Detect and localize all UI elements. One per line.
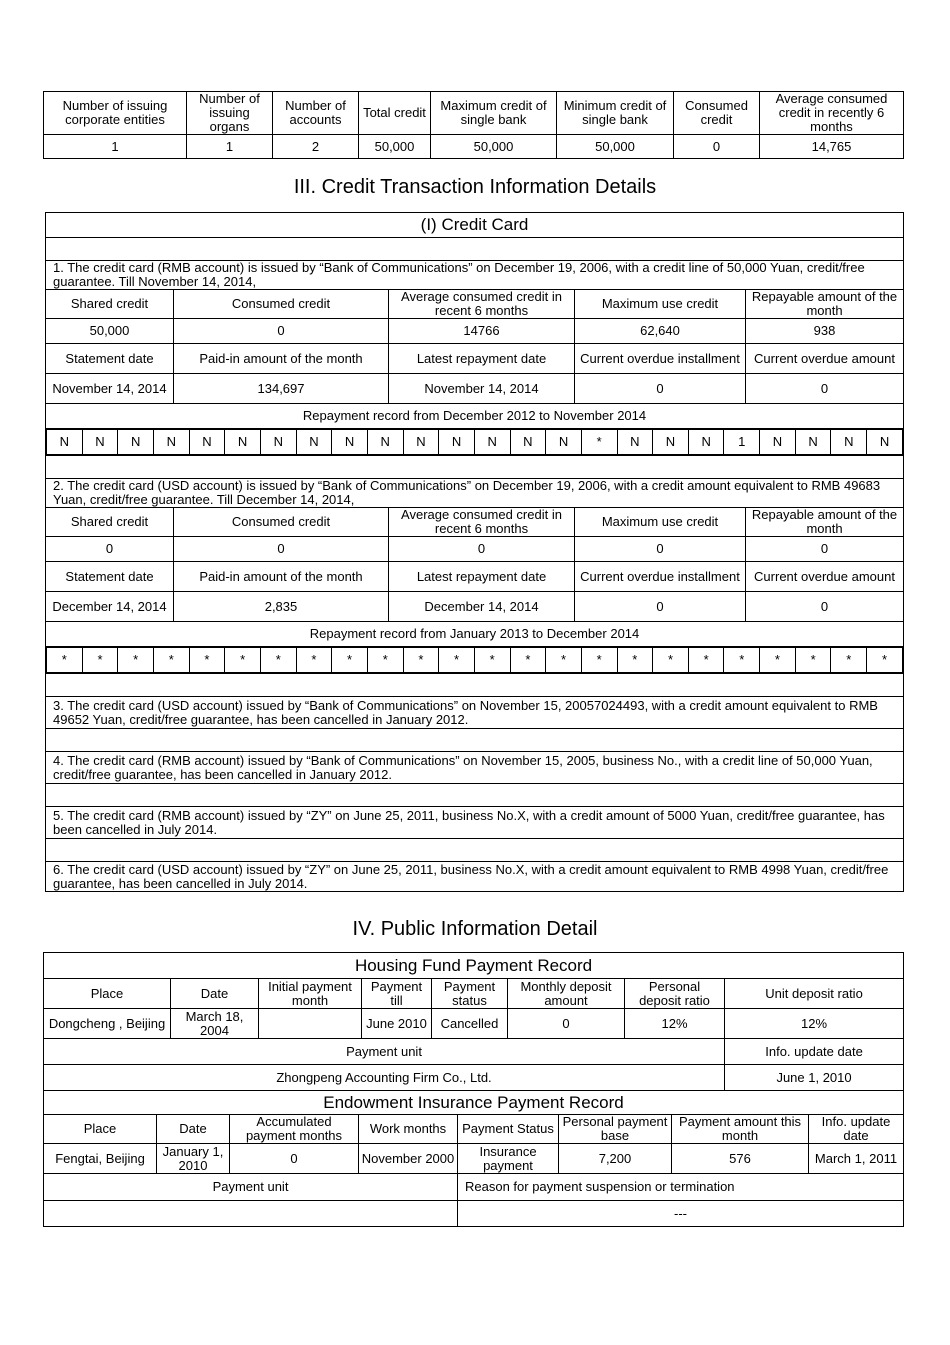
card-2-value: 0 [575,592,746,622]
housing-header: Payment till [362,979,432,1009]
card-header: Current overdue amount [746,562,904,592]
housing-update-value: June 1, 2010 [725,1065,904,1091]
endowment-value: Insurance payment [458,1144,559,1174]
card-1-repayment-cell: N [296,430,332,455]
housing-value: June 2010 [362,1009,432,1039]
card-1-repayment-cell: N [867,430,903,455]
credit-card-table [45,212,904,892]
card-2-repayment-cell: * [617,648,653,673]
card-header: Repayable amount of the month [746,508,904,537]
card-header: Consumed credit [174,508,389,537]
card-1-repayment-cell: * [581,430,617,455]
card-1-repayment-cell: N [510,430,546,455]
spacer-row [46,729,904,752]
endowment-header: Payment Status [458,1115,559,1144]
summary-value: 0 [674,135,760,159]
endowment-value: January 1, 2010 [157,1144,230,1174]
endowment-header: Personal payment base [559,1115,672,1144]
card-2-repayment-cell: * [724,648,760,673]
card-1-value: 938 [746,319,904,344]
card-2-description: 2. The credit card (USD account) is issued by “Bank of Communications” on December 19, 2006, with a credit amount equivalent to RMB 49683 Yuan, credit/free guarantee. Till December 14, 2014, [46,479,904,508]
housing-value: 12% [625,1009,725,1039]
card-1-repayment-cell: N [653,430,689,455]
section-4-title: IV. Public Information Detail [352,918,598,940]
spacer-row [46,784,904,807]
card-header: Maximum use credit [575,508,746,537]
endowment-header: Payment amount this month [672,1115,809,1144]
card-header: Consumed credit [174,290,389,319]
spacer-row [46,839,904,862]
card-header: Statement date [46,562,174,592]
summary-header: Number of issuing corporate entities [44,92,187,135]
card-2-repayment-cell: * [546,648,582,673]
card-header: Repayable amount of the month [746,290,904,319]
card-2-repayment-cell: * [47,648,83,673]
card-1-value: 0 [575,374,746,404]
card-1-repayment-cell: N [439,430,475,455]
card-1-repayment-title: Repayment record from December 2012 to November 2014 [46,404,904,429]
card-1-repayment-cell: N [688,430,724,455]
endowment-reason-value: --- [458,1201,904,1227]
housing-header: Payment status [432,979,508,1009]
card-2-repayment-cell: * [82,648,118,673]
card-1-repayment-cell: N [225,430,261,455]
summary-value: 1 [187,135,273,159]
card-2-value: 0 [174,537,389,562]
card-1-description: 1. The credit card (RMB account) is issued by “Bank of Communications” on December 19, 2006, with a credit line of 50,000 Yuan, credit/free guarantee. Till November 14, 2014, [46,261,904,290]
card-2-repayment-row [47,648,903,673]
card-2-repayment-cell: * [581,648,617,673]
card-1-repayment-cell: N [118,430,154,455]
card-2-repayment-title: Repayment record from January 2013 to December 2014 [46,622,904,647]
card-1-value: November 14, 2014 [389,374,575,404]
housing-value: 12% [725,1009,904,1039]
card-header: Current overdue installment [575,344,746,374]
card-1-value: 0 [174,319,389,344]
endowment-header: Accumulated payment months [230,1115,359,1144]
card-header: Latest repayment date [389,562,575,592]
card-2-repayment-cell: * [831,648,867,673]
card-1-repayment-cell: N [795,430,831,455]
housing-value: Cancelled [432,1009,508,1039]
endowment-value: Fengtai, Beijing [44,1144,157,1174]
summary-header: Number of issuing organs [187,92,273,135]
card-1-repayment-cell: 1 [724,430,760,455]
card-5-description: 5. The credit card (RMB account) issued by “ZY” on June 25, 2011, business No.X, with a credit amount of 5000 Yuan, credit/free guarantee, has been cancelled in July 2014. [46,807,904,839]
housing-header: Monthly deposit amount [508,979,625,1009]
card-header: Paid-in amount of the month [174,562,389,592]
housing-unit-value: Zhongpeng Accounting Firm Co., Ltd. [44,1065,725,1091]
card-2-repayment-cell: * [332,648,368,673]
card-1-value: 62,640 [575,319,746,344]
card-1-value: 14766 [389,319,575,344]
card-2-repayment-cell: * [510,648,546,673]
endowment-value: 576 [672,1144,809,1174]
summary-header: Minimum credit of single bank [557,92,674,135]
card-6-description: 6. The credit card (USD account) issued by “ZY” on June 25, 2011, business No.X, with a credit amount equivalent to RMB 4998 Yuan, credit/free guarantee, has been cancelled in July 2014. [46,862,904,892]
endowment-value: March 1, 2011 [809,1144,904,1174]
housing-header: Date [171,979,259,1009]
card-1-repayment-cell: N [831,430,867,455]
card-2-value: 0 [575,537,746,562]
endowment-unit-label: Payment unit [44,1174,458,1201]
endowment-reason-label: Reason for payment suspension or termination [458,1174,904,1201]
card-1-value: 134,697 [174,374,389,404]
card-1-repayment-cell: N [546,430,582,455]
card-2-repayment-cell: * [688,648,724,673]
credit-summary-table [43,91,904,159]
card-2-repayment-cell: * [153,648,189,673]
card-3-description: 3. The credit card (USD account) issued by “Bank of Communications” on November 15, 20057024493, with a credit amount equivalent to RMB 49652 Yuan, credit/free guarantee, has been cancelled in January 2012. [46,697,904,729]
card-2-repayment-cell: * [760,648,796,673]
card-2-repayment-cell: * [474,648,510,673]
summary-header: Total credit [359,92,431,135]
summary-value: 2 [273,135,359,159]
endowment-value: 7,200 [559,1144,672,1174]
housing-value: March 18, 2004 [171,1009,259,1039]
endowment-header: Info. update date [809,1115,904,1144]
card-2-value: December 14, 2014 [46,592,174,622]
summary-value: 14,765 [760,135,904,159]
card-2-repayment-cell: * [867,648,903,673]
endowment-title: Endowment Insurance Payment Record [44,1091,904,1115]
card-2-repayment-grid [46,647,903,673]
endowment-header: Place [44,1115,157,1144]
card-1-repayment-cell: N [367,430,403,455]
card-header: Shared credit [46,508,174,537]
card-header: Statement date [46,344,174,374]
card-header: Current overdue installment [575,562,746,592]
housing-value: Dongcheng , Beijing [44,1009,171,1039]
summary-header-row [44,92,904,135]
card-2-value: 0 [746,537,904,562]
card-2-repayment-cell: * [439,648,475,673]
card-2-value: 0 [389,537,575,562]
card-2-repayment-cell: * [367,648,403,673]
housing-header: Unit deposit ratio [725,979,904,1009]
card-2-repayment-cell: * [296,648,332,673]
summary-value: 50,000 [359,135,431,159]
card-1-repayment-cell: N [47,430,83,455]
card-header: Average consumed credit in recent 6 months [389,508,575,537]
summary-value: 1 [44,135,187,159]
credit-card-subtitle: (I) Credit Card [46,213,904,238]
housing-header: Place [44,979,171,1009]
card-1-repayment-cell: N [474,430,510,455]
card-1-repayment-cell: N [260,430,296,455]
summary-header: Number of accounts [273,92,359,135]
card-2-repayment-cell: * [225,648,261,673]
endowment-insurance-table [43,1090,904,1227]
spacer-row [46,238,904,261]
housing-value: 0 [508,1009,625,1039]
housing-fund-table [43,952,904,1091]
summary-header: Consumed credit [674,92,760,135]
card-2-repayment-cell: * [189,648,225,673]
card-1-value: 0 [746,374,904,404]
summary-value-row [44,135,904,159]
card-1-repayment-cell: N [332,430,368,455]
summary-value: 50,000 [431,135,557,159]
card-header: Current overdue amount [746,344,904,374]
card-1-value: 50,000 [46,319,174,344]
summary-header: Maximum credit of single bank [431,92,557,135]
endowment-unit-value [44,1201,458,1227]
card-2-repayment-cell: * [653,648,689,673]
housing-header: Initial payment month [259,979,362,1009]
card-2-repayment-cell: * [795,648,831,673]
card-1-repayment-cell: N [82,430,118,455]
card-1-repayment-cell: N [153,430,189,455]
card-1-repayment-grid [46,429,903,455]
housing-value [259,1009,362,1039]
card-1-repayment-cell: N [189,430,225,455]
summary-value: 50,000 [557,135,674,159]
endowment-header: Date [157,1115,230,1144]
card-2-repayment-cell: * [403,648,439,673]
card-2-value: December 14, 2014 [389,592,575,622]
card-1-repayment-cell: N [760,430,796,455]
card-2-value: 2,835 [174,592,389,622]
housing-unit-label: Payment unit [44,1039,725,1065]
endowment-value: November 2000 [359,1144,458,1174]
endowment-value: 0 [230,1144,359,1174]
summary-header: Average consumed credit in recently 6 months [760,92,904,135]
spacer-row [46,674,904,697]
endowment-header: Work months [359,1115,458,1144]
housing-update-label: Info. update date [725,1039,904,1065]
card-header: Maximum use credit [575,290,746,319]
section-3-title: III. Credit Transaction Information Details [293,176,657,198]
card-header: Shared credit [46,290,174,319]
card-header: Latest repayment date [389,344,575,374]
card-4-description: 4. The credit card (RMB account) issued by “Bank of Communications” on November 15, 2005, business No., with a credit line of 50,000 Yuan, credit/free guarantee, has been cancelled in January 2012. [46,752,904,784]
card-2-repayment-cell: * [260,648,296,673]
card-2-value: 0 [746,592,904,622]
card-header: Paid-in amount of the month [174,344,389,374]
card-2-value: 0 [46,537,174,562]
housing-header: Personal deposit ratio [625,979,725,1009]
card-1-repayment-row [47,430,903,455]
card-2-repayment-cell: * [118,648,154,673]
spacer-row [46,456,904,479]
card-1-repayment-cell: N [403,430,439,455]
housing-fund-title: Housing Fund Payment Record [44,953,904,979]
card-header: Average consumed credit in recent 6 months [389,290,575,319]
card-1-value: November 14, 2014 [46,374,174,404]
card-1-repayment-cell: N [617,430,653,455]
